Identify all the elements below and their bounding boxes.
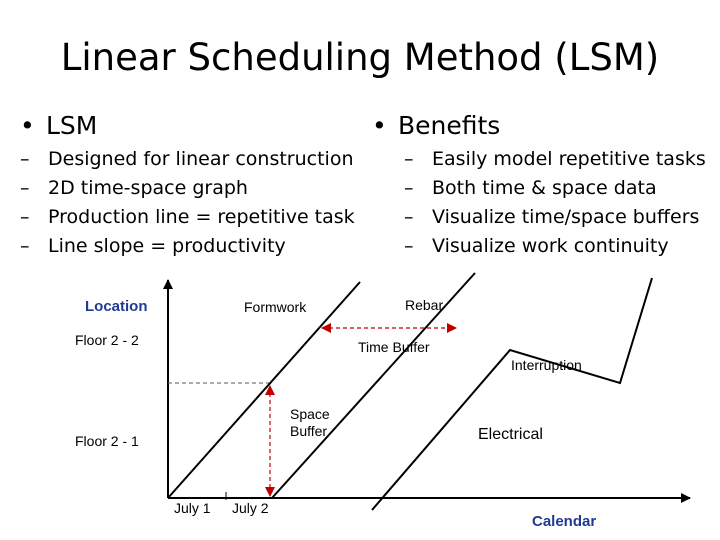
lsm-item: – Designed for linear construction (20, 148, 354, 170)
bullet-dot: • (372, 111, 387, 140)
lsm-item: – Production line = repetitive task (20, 206, 355, 228)
y-axis-title: Location (85, 298, 148, 315)
formwork-label: Formwork (244, 299, 307, 315)
y-tick-floor-2-1: Floor 2 - 1 (75, 433, 139, 449)
electrical-label: Electrical (478, 426, 543, 443)
bullet-dot: • (20, 111, 35, 140)
lsm-item: – 2D time-space graph (20, 177, 248, 199)
x-tick-july-2: July 2 (232, 500, 269, 516)
benefits-item: – Visualize work continuity (404, 235, 669, 257)
y-tick-floor-2-2: Floor 2 - 2 (75, 332, 139, 348)
rebar-label: Rebar (405, 297, 444, 313)
space-buffer-label-line: Space (290, 406, 330, 422)
benefits-item: – Visualize time/space buffers (404, 206, 700, 228)
bullet-lsm-label: LSM (46, 111, 98, 140)
slide-title: Linear Scheduling Method (LSM) (60, 36, 660, 79)
benefits-item: – Both time & space data (404, 177, 657, 199)
interruption-label: Interruption (511, 357, 582, 373)
space-buffer-label (290, 406, 334, 439)
lsm-item: – Line slope = productivity (20, 235, 286, 257)
time-buffer-label: Time Buffer (358, 339, 430, 355)
benefits-item: – Easily model repetitive tasks (404, 148, 706, 170)
space-buffer-label-line: Buffer (290, 423, 328, 439)
bullet-benefits-label: Benefits (398, 111, 501, 140)
x-tick-july-1: July 1 (174, 500, 211, 516)
x-axis-title: Calendar (532, 513, 597, 530)
